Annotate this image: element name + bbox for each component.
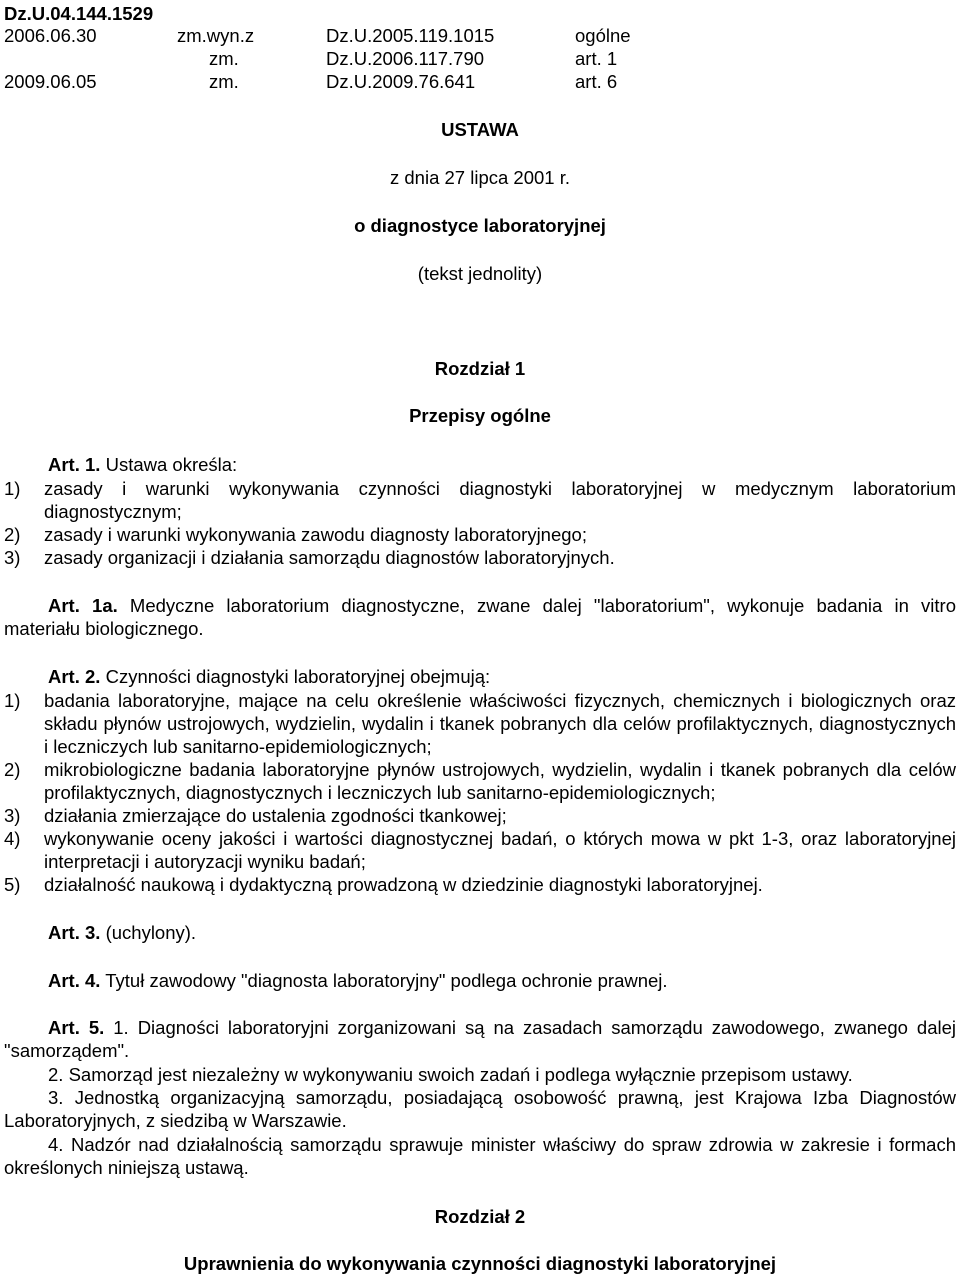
art-5-p4: 4. Nadzór nad działalnością samorządu sprawuje minister właściwy do spraw zdrowia w zakresie i formach określonych niniejszą ustawą. <box>4 1134 956 1178</box>
amendment-type: zm.wyn.z <box>177 25 255 46</box>
list-item <box>4 477 956 523</box>
art-5-p1-text: 1. Diagności laboratoryjni zorganizowani są na zasadach samorządu zawodowego, zwanego dalej "samorządem". <box>4 1017 956 1061</box>
amendment-scope: art. 1 <box>575 48 618 69</box>
amendment-ref: Dz.U.2006.117.790 <box>326 48 485 69</box>
list-item-text: działalność naukową i dydaktyczną prowadzoną w dziedzinie diagnostyki laboratoryjnej. <box>44 874 763 895</box>
art-1-intro: Ustawa określa: <box>100 454 238 475</box>
art-4-label: Art. 4. <box>48 970 101 991</box>
chapter-2-name: Uprawnienia do wykonywania czynności diagnostyki laboratoryjnej <box>183 1253 777 1274</box>
list-item-number: 2) <box>4 524 21 545</box>
amendment-ref: Dz.U.2009.76.641 <box>326 71 476 92</box>
art-5-p3: 3. Jednostką organizacyjną samorządu, posiadającą osobowość prawną, jest Krajowa Izba Diagnostów Laboratoryjnych, z siedzibą w Warszawie. <box>4 1087 956 1131</box>
list-item-number: 3) <box>4 805 21 826</box>
amendment-row <box>4 24 956 48</box>
art-2-label: Art. 2. <box>48 666 101 687</box>
art-3 <box>48 921 956 944</box>
amendment-scope: art. 6 <box>575 71 618 92</box>
amendment-scope: ogólne <box>575 25 631 46</box>
act-subject: o diagnostyce laboratoryjnej <box>354 215 606 236</box>
list-item-number: 3) <box>4 547 21 568</box>
list-item <box>4 804 956 827</box>
list-item <box>4 827 956 873</box>
chapter-1-label: Rozdział 1 <box>434 358 526 379</box>
list-item-text: zasady i warunki wykonywania zawodu diagnosty laboratoryjnego; <box>44 524 587 545</box>
art-5-p2: 2. Samorząd jest niezależny w wykonywaniu swoich zadań i podlega wyłącznie przepisom ustawy. <box>48 1064 853 1085</box>
list-item-text: badania laboratoryjne, mające na celu określenie właściwości fizycznych, chemicznych i biologicznych oraz składu płynów ustrojowych, wydzielin, wydalin i tkanek pobranych dla celów profilaktycznych, diagnostycznych i leczniczych lub sanitarno-epidemiologicznych; <box>44 690 956 757</box>
amendment-row <box>4 70 956 94</box>
art-1a-text: Medyczne laboratorium diagnostyczne, zwane dalej "laboratorium", wykonuje badania in vitro materiału biologicznego. <box>4 595 956 639</box>
act-note: (tekst jednolity) <box>417 263 543 284</box>
amendment-row <box>4 47 956 71</box>
list-item <box>4 689 956 758</box>
list-item <box>4 758 956 804</box>
amendment-type: zm. <box>209 71 239 92</box>
doc-id <box>4 2 956 25</box>
list-item-number: 1) <box>4 690 21 711</box>
list-item-number: 2) <box>4 759 21 780</box>
art-4-text: Tytuł zawodowy "diagnosta laboratoryjny" podlega ochronie prawnej. <box>100 970 668 991</box>
amendment-type: zm. <box>209 48 239 69</box>
list-item <box>4 523 956 546</box>
list-item-number: 1) <box>4 478 21 499</box>
list-item-text: wykonywanie oceny jakości i wartości diagnostycznej badań, o których mowa w pkt 1-3, oraz laboratoryjnej interpretacji i autoryzacji wyniku badań; <box>44 828 956 872</box>
art-1-label: Art. 1. <box>48 454 101 475</box>
list-item-text: zasady i warunki wykonywania czynności diagnostyki laboratoryjnej w medycznym laboratorium diagnostycznym; <box>44 478 956 522</box>
list-item-text: mikrobiologiczne badania laboratoryjne płynów ustrojowych, wydzielin, wydalin i tkanek pobranych dla celów profilaktycznych, diagnostycznych i leczniczych lub sanitarno-epidemiologicznych; <box>44 759 956 803</box>
act-title: USTAWA <box>441 119 519 140</box>
art-5-label: Art. 5. <box>48 1017 105 1038</box>
art-1-heading <box>48 453 956 476</box>
act-date: z dnia 27 lipca 2001 r. <box>390 167 570 188</box>
art-5-p1 <box>4 1016 956 1062</box>
chapter-2-label: Rozdział 2 <box>434 1206 526 1227</box>
list-item <box>4 546 956 569</box>
list-item-text: działania zmierzające do ustalenia zgodności tkankowej; <box>44 805 507 826</box>
art-3-label: Art. 3. <box>48 922 101 943</box>
list-item-text: zasady organizacji i działania samorządu diagnostów laboratoryjnych. <box>44 547 615 568</box>
amendment-ref: Dz.U.2005.119.1015 <box>326 25 495 46</box>
amendment-date: 2009.06.05 <box>4 71 97 92</box>
art-1a <box>4 594 956 640</box>
art-1a-label: Art. 1a. <box>48 595 118 616</box>
chapter-1-name: Przepisy ogólne <box>409 405 551 426</box>
art-2-heading <box>48 665 956 688</box>
amendment-date: 2006.06.30 <box>4 25 97 46</box>
list-item <box>4 873 956 896</box>
art-3-text: (uchylony). <box>100 922 197 943</box>
art-4 <box>48 969 956 992</box>
list-item-number: 4) <box>4 828 21 849</box>
doc-id-text: Dz.U.04.144.1529 <box>4 3 154 24</box>
list-item-number: 5) <box>4 874 21 895</box>
art-2-intro: Czynności diagnostyki laboratoryjnej obejmują: <box>100 666 491 687</box>
